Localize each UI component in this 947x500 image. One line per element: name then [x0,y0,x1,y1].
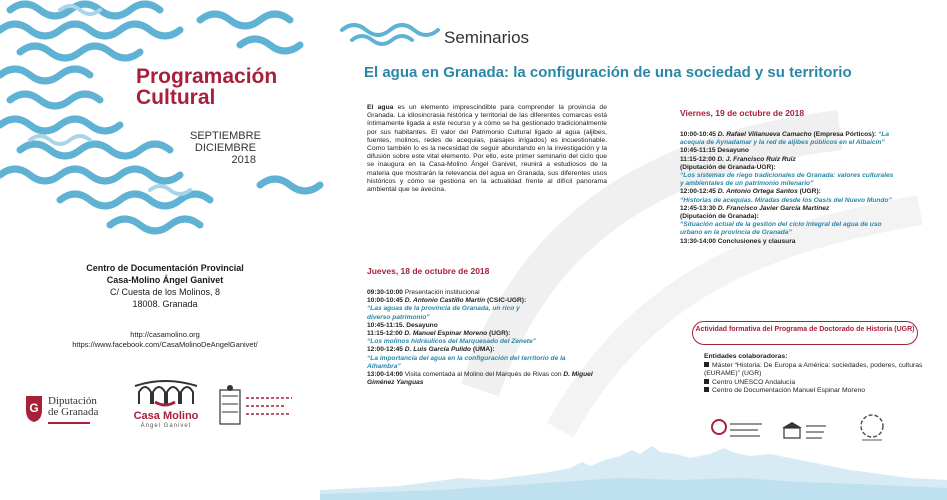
venue-address-line1: C/ Cuesta de los Molinos, 8 [109,287,221,297]
day2-item4-speaker: D. Antonio Ortega Santos [715,188,798,196]
day1-item [367,297,627,305]
collaborator-item-1: Máster “Historia: De Europa a América: sociedades, poderes, culturas (EURAME)” (UGR) [704,361,923,378]
diputacion-logo-line2: de Granada [48,406,99,418]
day2-item5-org: (Diputación de Granada): [680,213,759,221]
day2-item3-speaker: D. J. Francisco Ruiz Ruiz [715,155,796,163]
day1-item2-org: (CSIC-UGR): [485,297,527,305]
day1-item5-title: “La importancia del agua en la configuración del territorio de la Alhambra” [367,354,566,370]
day2-schedule [680,131,895,246]
collaborator-item [704,362,924,379]
day1-item1-time: 09:30-10:00 [367,289,403,296]
program-year: 2018 [231,154,256,166]
month-start: SEPTIEMBRE [190,130,261,142]
day1-item2-time: 10:00-10:45 [367,297,403,305]
day1-item [367,346,627,354]
program-title [136,66,277,108]
day1-item2-speaker: D. Antonio Castillo Martín [402,297,486,305]
seminar-title: El agua en Granada: la configuración de una sociedad y su territorio [364,64,852,81]
day2-item1-time: 10:00-10:45 [680,131,716,138]
day2-item2: 10:45-11:15 Desayuno [680,147,749,155]
left-panel [0,0,330,500]
bullet-square-icon [704,379,709,384]
seminars-label: Seminarios [444,28,530,47]
alhambra-skyline-graphic [320,432,947,500]
day2-item5-title: “Situación actual de la gestión del ciclo integral del agua de uso urbano en la provincia de Granada” [680,221,882,237]
day2-item [680,188,895,196]
day1-item1-text: Presentación institucional [402,289,480,296]
day1-item6-time: 13:00-14:00 [367,371,403,379]
svg-text:G: G [29,401,39,415]
collaborators-heading: Entidades colaboradoras: [704,353,788,360]
day1-item5-time: 12:00-12:45 [367,346,403,354]
collaborator-item-2: Centro UNESCO Andalucía [712,378,796,386]
program-dates [190,130,261,166]
casa-molino-logo-line2: Ángel Ganivet [140,423,192,429]
intro-paragraph [367,104,607,194]
day1-item4-time: 11:15-12:00 [367,330,403,338]
seminarios-wave-icon [336,16,446,50]
day1-item [367,371,617,387]
day1-item5-org: (UMA): [471,346,495,354]
intro-lead: El agua [367,104,394,111]
collaborator-item-3: Centro de Documentación Manuel Espinar Moreno [712,387,866,395]
day2-item4-title: “Historias de acequias. Miradas desde los Oasis del Nuevo Mundo” [680,196,892,204]
institutional-seal-logo [218,384,298,430]
wave-pattern-graphic [0,0,330,240]
day1-item6-guide: D. Miguel Giménez Yanguas [367,371,593,387]
venue-address-line2: 18008. Granada [132,299,198,309]
day2-item1-title: “La acequia de Aynadamar y la red de aljibes públicos en el Albaicín” [680,131,890,147]
day2-item [680,156,895,164]
intro-body: es un elemento imprescindible para comprender la provincia de Granada. La idiosincrasia histórica y territorial de las diferentes comarcas está íntimamente ligada a este recurso y a cómo se ha gestionado tradicionalmente por sus habitantes. El valor del Patrimonio Cultural ligado al agua (aljibes, fuentes, molinos, redes de acequias, paisajes irrigados) es incuestionable. Como también lo es la necesidad de seguir abundando en la investigación y la difusión sobre este vital elemento. Por ello, este primer seminario del ciclo que se inaugura en la Casa-Molino Ángel Ganivet, reunirá a estudiosos de la materia que mostrarán la relevancia del agua en Granada, sus diferentes usos históricos y cómo se gestiona en la actualidad frente al difícil panorama ambiental que se avecina. [367,104,607,194]
day2-item3-time: 11:15-12:00 [680,155,716,163]
day1-schedule [367,289,627,387]
day1-item4-speaker: D. Manuel Espinar Moreno [402,330,488,338]
day1-item4-org: (UGR): [487,330,511,338]
venue-urls [30,330,300,349]
facebook-link[interactable]: https://www.facebook.com/CasaMolinoDeAngelGanivet/ [72,339,258,349]
day2-item5-speaker: D. Francisco Javier García Martínez [715,204,830,212]
website-link[interactable]: http://casamolino.org [130,330,200,339]
day2-heading: Viernes, 19 de octubre de 2018 [680,108,805,118]
day1-item [367,289,627,297]
doctorate-activity-badge: Actividad formativa del Programa de Doctorado de Historia (UGR) [692,321,918,345]
collaborators-list [704,353,924,396]
day2-item5-time: 12:45-13:30 [680,204,716,212]
day1-item2-title: “Las aguas de la provincia de Granada, un rico y diverso patrimonio” [367,305,520,321]
day2-item1-org: (Empresa Pórticos): [811,131,877,138]
diputacion-logo-line1: Diputación [48,395,97,407]
bullet-square-icon [704,387,709,392]
venue-block [60,262,270,310]
day2-item4-org: (UGR): [797,188,821,196]
venue-name-line2: Casa-Molino Ángel Ganivet [106,275,224,285]
day1-item4-title: “Los molinos hidráulicos del Marquesado del Zenete” [367,338,536,346]
collaborator-item [704,387,924,396]
day2-item [680,131,895,147]
casa-molino-logo [128,378,204,436]
seal-emblem-icon [218,384,298,430]
diputacion-shield-icon [24,394,44,424]
day2-item [680,205,895,213]
bullet-square-icon [704,362,709,367]
day2-item3-org: (Diputación de Granada-UGR): [680,163,776,171]
day2-item4-time: 12:00-12:45 [680,188,716,196]
day2-item3-title: “Los sistemas de riego tradicionales de Granada: valores culturales y ambientales de un patrimonio milenario” [680,172,894,188]
program-title-line2: Cultural [136,86,216,109]
month-end: DICIEMBRE [194,142,256,154]
day2-item1-speaker: D. Rafael Villanueva Camacho [715,131,812,138]
collaborator-item [704,379,924,388]
day1-item5-speaker: D. Luis García Pulido [402,346,472,354]
day1-item3: 10:45-11:15. Desayuno [367,321,438,329]
day1-heading: Jueves, 18 de octubre de 2018 [367,266,490,276]
program-title-line1: Programación [136,65,278,88]
diputacion-logo [24,392,114,432]
day2-item6: 13:30-14:00 Conclusiones y clausura [680,237,796,245]
day1-item [367,330,627,338]
casa-molino-arches-icon [131,378,201,408]
day1-item6-text: Visita comentada al Molino del Marqués de Rivas con [402,371,564,379]
venue-name-line1: Centro de Documentación Provincial [86,263,244,273]
casa-molino-logo-line1: Casa Molino [133,410,199,422]
